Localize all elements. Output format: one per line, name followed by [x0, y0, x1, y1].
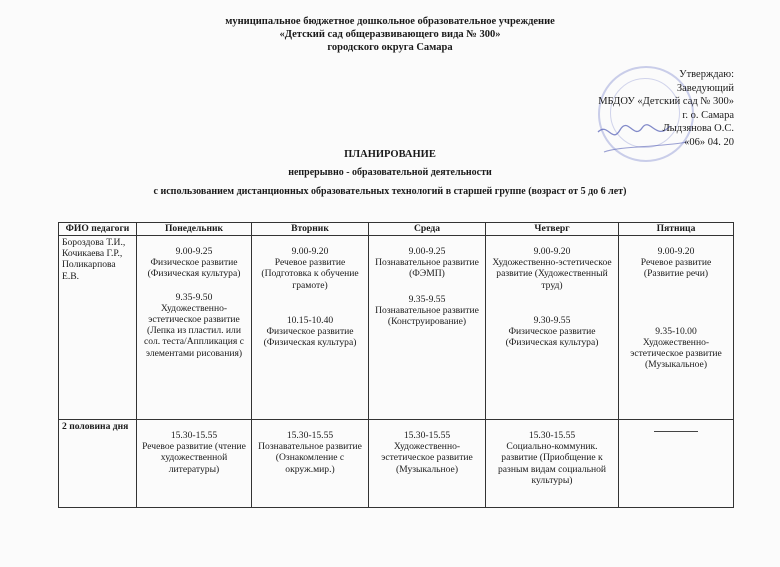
tuesday-activity-2: Физическое развитие (Физическая культура)	[263, 326, 357, 349]
thursday-activity-1: Художественно-эстетическое развитие (Художественный труд)	[492, 257, 612, 291]
thursday-afternoon-time: 15.30-15.55	[528, 430, 576, 441]
document-title: ПЛАНИРОВАНИЕ	[344, 149, 436, 160]
approval-line2: Заведующий	[676, 82, 734, 94]
thursday-afternoon-cell	[486, 420, 619, 508]
wednesday-afternoon-cell	[369, 420, 486, 508]
col-header-tuesday: Вторник	[252, 223, 369, 236]
col-header-monday: Понедельник	[137, 223, 252, 236]
approval-line1: Утверждаю:	[679, 69, 734, 80]
wednesday-time-2: 9.35-9.55	[408, 293, 446, 305]
monday-time-1: 9.00-9.25	[175, 246, 213, 257]
friday-activity-1: Речевое развитие (Развитие речи)	[640, 257, 712, 280]
thursday-cell	[486, 236, 619, 420]
monday-activity-1: Физическое развитие (Физическая культура)	[147, 257, 241, 280]
thursday-time-2: 9.30-9.55	[533, 314, 571, 326]
wednesday-afternoon-activity: Художественно-эстетическое развитие (Музыкальное)	[381, 441, 473, 475]
monday-cell	[137, 236, 252, 420]
approval-line3: МБДОУ «Детский сад № 300»	[598, 96, 734, 107]
afternoon-label: 2 половина дня	[62, 421, 129, 432]
thursday-time-1: 9.00-9.20	[533, 246, 571, 257]
monday-afternoon-time: 15.30-15.55	[170, 430, 218, 441]
col-header-fio: ФИО педагоги	[59, 223, 137, 236]
teachers-cell	[59, 236, 137, 420]
wednesday-time-1: 9.00-9.25	[408, 246, 446, 257]
document-subtitle-1: непрерывно - образовательной деятельности	[288, 167, 492, 178]
col-header-thursday: Четверг	[486, 223, 619, 236]
friday-time-1: 9.00-9.20	[657, 246, 695, 257]
wednesday-cell	[369, 236, 486, 420]
tuesday-time-2: 10.15-10.40	[286, 314, 334, 326]
approval-block	[598, 68, 734, 149]
wednesday-activity-1: Познавательное развитие (ФЭМП)	[375, 257, 479, 280]
afternoon-label-cell	[59, 420, 137, 508]
tuesday-activity-1: Речевое развитие (Подготовка к обучение грамоте)	[261, 257, 359, 291]
thursday-activity-2: Физическое развитие (Физическая культура)	[505, 326, 599, 349]
friday-time-2: 9.35-10.00	[655, 325, 697, 337]
monday-activity-2: Художественно-эстетическое развитие (Лепка из пластил. или сол. теста/Аппликация с элементами рисования)	[144, 302, 244, 359]
table-row-afternoon	[59, 420, 734, 508]
org-name-line3: городского округа Самара	[327, 42, 453, 53]
friday-cell	[619, 236, 734, 420]
approval-line4: г. о. Самара	[682, 109, 734, 121]
empty-dash	[654, 431, 698, 432]
approval-line5: Лыдзянова О.С.	[662, 123, 734, 134]
tuesday-afternoon-time: 15.30-15.55	[286, 430, 334, 441]
monday-afternoon-cell	[137, 420, 252, 508]
col-header-friday: Пятница	[619, 223, 734, 236]
schedule-table	[58, 222, 734, 508]
teachers-names: Бороздова Т.И., Кочикаева Г.Р., Поликарпова Е.В.	[62, 237, 126, 282]
table-row-morning	[59, 236, 734, 420]
tuesday-afternoon-activity: Познавательное развитие (Ознакомление с окруж.мир.)	[258, 441, 362, 475]
thursday-afternoon-activity: Социально-коммуник. развитие (Приобщение к разным видам социальной культуры)	[497, 441, 607, 486]
tuesday-time-1: 9.00-9.20	[291, 246, 329, 257]
tuesday-cell	[252, 236, 369, 420]
monday-afternoon-activity: Речевое развитие (чтение художественной литературы)	[142, 441, 246, 475]
friday-activity-2: Художественно-эстетическое развитие (Музыкальное)	[630, 336, 722, 371]
document-subtitle-2: с использованием дистанционных образовательных технологий в старшей группе (возраст от 5 до 6 лет)	[153, 186, 627, 197]
wednesday-afternoon-time: 15.30-15.55	[403, 430, 451, 441]
tuesday-afternoon-cell	[252, 420, 369, 508]
org-name-line1: муниципальное бюджетное дошкольное образовательное учреждение	[225, 16, 555, 27]
table-header-row	[59, 223, 734, 236]
wednesday-activity-2: Познавательное развитие (Конструирование)	[375, 304, 479, 328]
friday-afternoon-cell	[619, 420, 734, 508]
monday-time-2: 9.35-9.50	[175, 291, 213, 303]
org-name-line2: «Детский сад общеразвивающего вида № 300»	[279, 29, 501, 40]
col-header-wednesday: Среда	[369, 223, 486, 236]
approval-line6: «06» 04. 20	[684, 136, 734, 148]
